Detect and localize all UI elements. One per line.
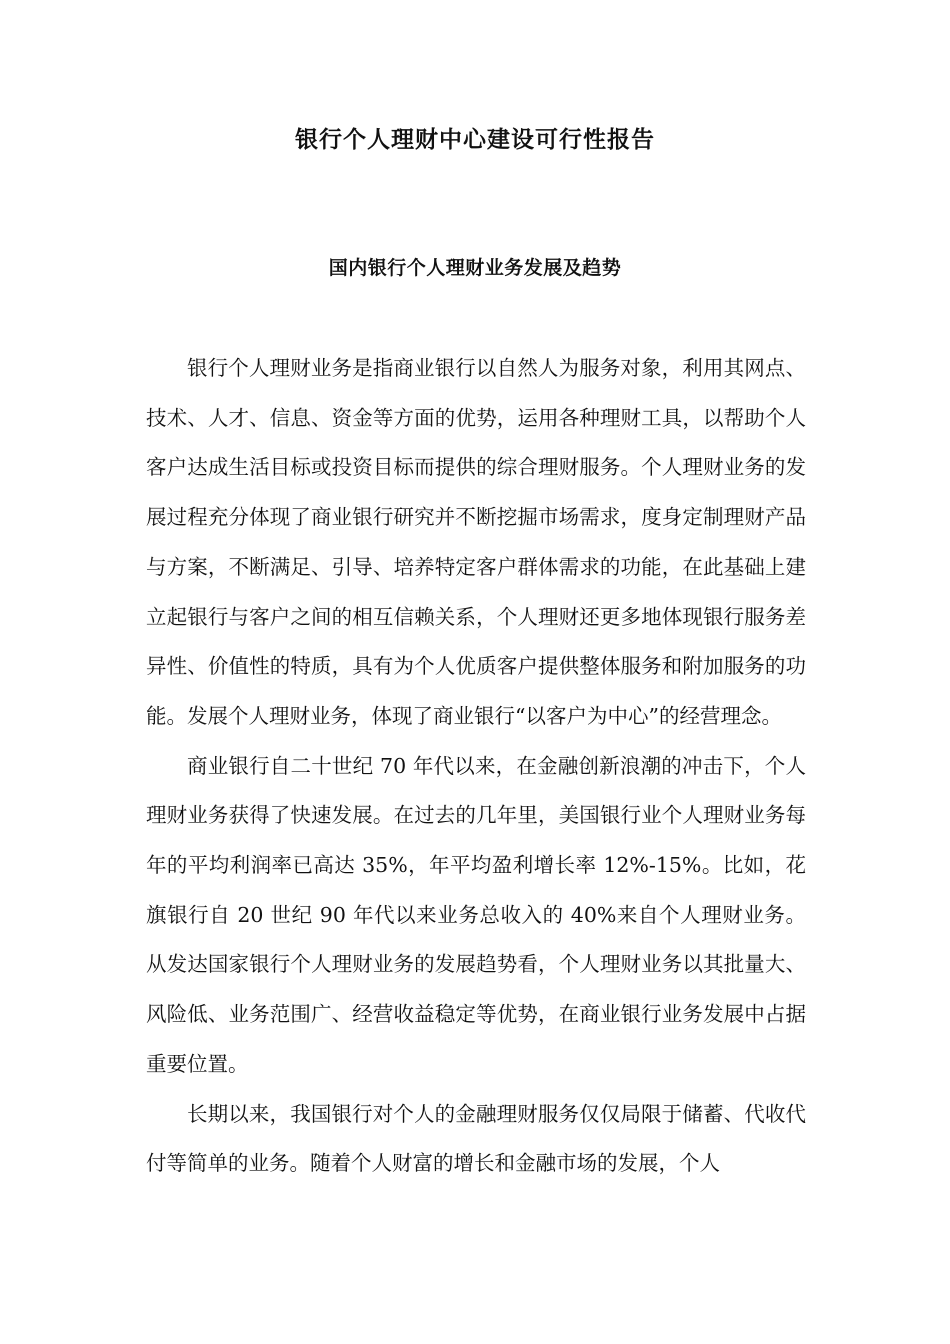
body-paragraph: 商业银行自二十世纪 70 年代以来，在金融创新浪潮的冲击下，个人理财业务获得了快速发展。在过去的几年里，美国银行业个人理财业务每年的平均利润率已高达 35%，年平均盈利增长率 12%-15%。比如，花旗银行自 20 世纪 90 年代以来业务总收入的 40%来自个人理财业务。从发达国家银行个人理财业务的发展趋势看，个人理财业务以其批量大、风险低、业务范围广、经营收益稳定等优势，在商业银行业务发展中占据重要位置。 [146, 753, 806, 1076]
body-paragraph: 银行个人理财业务是指商业银行以自然人为服务对象，利用其网点、技术、人才、信息、资金等方面的优势，运用各种理财工具，以帮助个人客户达成生活目标或投资目标而提供的综合理财服务。个人理财业务的发展过程充分体现了商业银行研究并不断挖掘市场需求，度身定制理财产品与方案，不断满足、引导、培养特定客户群体需求的功能，在此基础上建立起银行与客户之间的相互信赖关系，个人理财还更多地体现银行服务差异性、价值性的特质，具有为个人优质客户提供整体服务和附加服务的功能。发展个人理财业务，体现了商业银行“以客户为中心”的经营理念。 [146, 356, 806, 728]
body-paragraph: 长期以来，我国银行对个人的金融理财服务仅仅局限于储蓄、代收代付等简单的业务。随着个人财富的增长和金融市场的发展，个人 [146, 1101, 806, 1176]
document-body [146, 344, 806, 1189]
document-title: 银行个人理财中心建设可行性报告 [295, 127, 655, 153]
section-heading: 国内银行个人理财业务发展及趋势 [328, 257, 622, 279]
